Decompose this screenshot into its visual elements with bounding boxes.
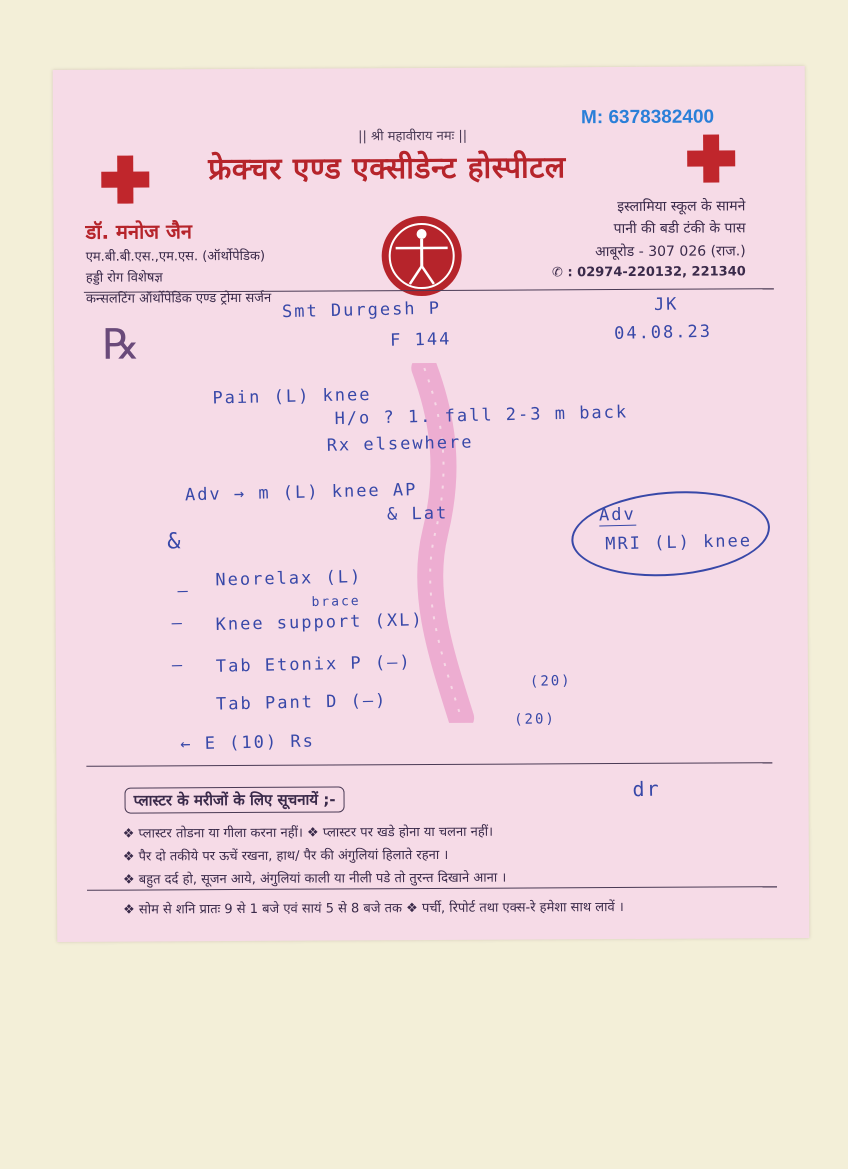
phone-number: ✆ : 02974-220132, 221340 (551, 264, 746, 281)
treatment-note: Rx elsewhere (326, 432, 474, 456)
blessing-text: || श्री महावीराय नमः || (358, 128, 468, 145)
medicine-4-qty: (20) (513, 710, 557, 728)
advice-line: Adv → m (L) knee AP (184, 480, 418, 506)
patient-age-sex: F 144 (389, 329, 452, 351)
prescription-date: 04.08.23 (613, 321, 713, 344)
red-cross-icon-right (687, 134, 735, 182)
doctor-role: कन्सलटिंग ऑर्थोपेडिक एण्ड ट्रोमा सर्जन (85, 290, 272, 307)
instructions-divider (86, 762, 772, 767)
vitruvian-logo-icon (379, 214, 463, 298)
medicine-3-qty: (20) (529, 672, 572, 690)
instruction-line-3: ❖ बहुत दर्द हो, सूजन आये, अंगुलियां काली या नीली पडे तो तुरन्त दिखाने आना । (122, 870, 507, 888)
complaint-text: Pain (L) knee (212, 384, 372, 409)
advice-line-2: & Lat (386, 503, 449, 525)
bullet-3: — (171, 655, 185, 676)
doctor-signature: dr (632, 776, 661, 802)
medicine-4: Tab Pant D (—) (215, 690, 388, 715)
and-sign: & (166, 529, 183, 555)
oval-mri-text: MRI (L) knee (604, 531, 753, 555)
medicine-2-label: brace (311, 593, 361, 611)
followup-note: ← E (10) Rs (180, 731, 316, 755)
prescription-sheet (53, 66, 810, 942)
medicine-1: Neorelax (L) (215, 567, 363, 591)
bullet-1: — (177, 581, 190, 602)
patient-name: Smt Durgesh P (281, 298, 442, 323)
address-line-1: इस्लामिया स्कूल के सामने (617, 198, 746, 216)
mobile-number: M: 6378382400 (580, 106, 715, 129)
doctor-initials: JK (653, 294, 679, 316)
history-text: H/o ? 1. fall 2-3 m back (334, 402, 629, 430)
rx-symbol: ℞ (102, 319, 140, 369)
oval-adv-label: Adv (598, 504, 636, 526)
medicine-2: Knee support (XL) (215, 610, 424, 635)
instruction-line-2: ❖ पैर दो तकीये पर ऊचें रखना, हाथ/ पैर की अंगुलियां हिलाते रहना । (122, 847, 449, 865)
instructions-title: प्लास्टर के मरीजों के लिए सूचनायें ;- (124, 786, 344, 813)
hospital-name: फ्रेक्चर एण्ड एक्सीडेन्ट होस्पीटल (208, 150, 566, 188)
doctor-name: डॉ. मनोज जैन (85, 219, 193, 244)
medicine-3: Tab Etonix P (—) (215, 652, 412, 677)
red-cross-icon-left (101, 155, 149, 203)
instruction-line-1: ❖ प्लास्टर तोडना या गीला करना नहीं। ❖ प्लास्टर पर खडे होना या चलना नहीं। (122, 824, 494, 842)
clinic-timing: ❖ सोम से शनि प्रातः 9 से 1 बजे एवं सायं 5 से 8 बजे तक ❖ पर्ची, रिपोर्ट तथा एक्स-रे हमेशा साथ लावें । (123, 899, 624, 918)
doctor-degree: एम.बी.बी.एस.,एम.एस. (ऑर्थोपेडिक) (85, 248, 266, 265)
bullet-2: — (171, 613, 185, 634)
doctor-specialty: हड्डी रोग विशेषज्ञ (85, 270, 163, 286)
address-line-2: पानी की बडी टंकी के पास (613, 220, 746, 238)
address-line-3: आबूरोड - 307 026 (राज.) (595, 243, 746, 261)
